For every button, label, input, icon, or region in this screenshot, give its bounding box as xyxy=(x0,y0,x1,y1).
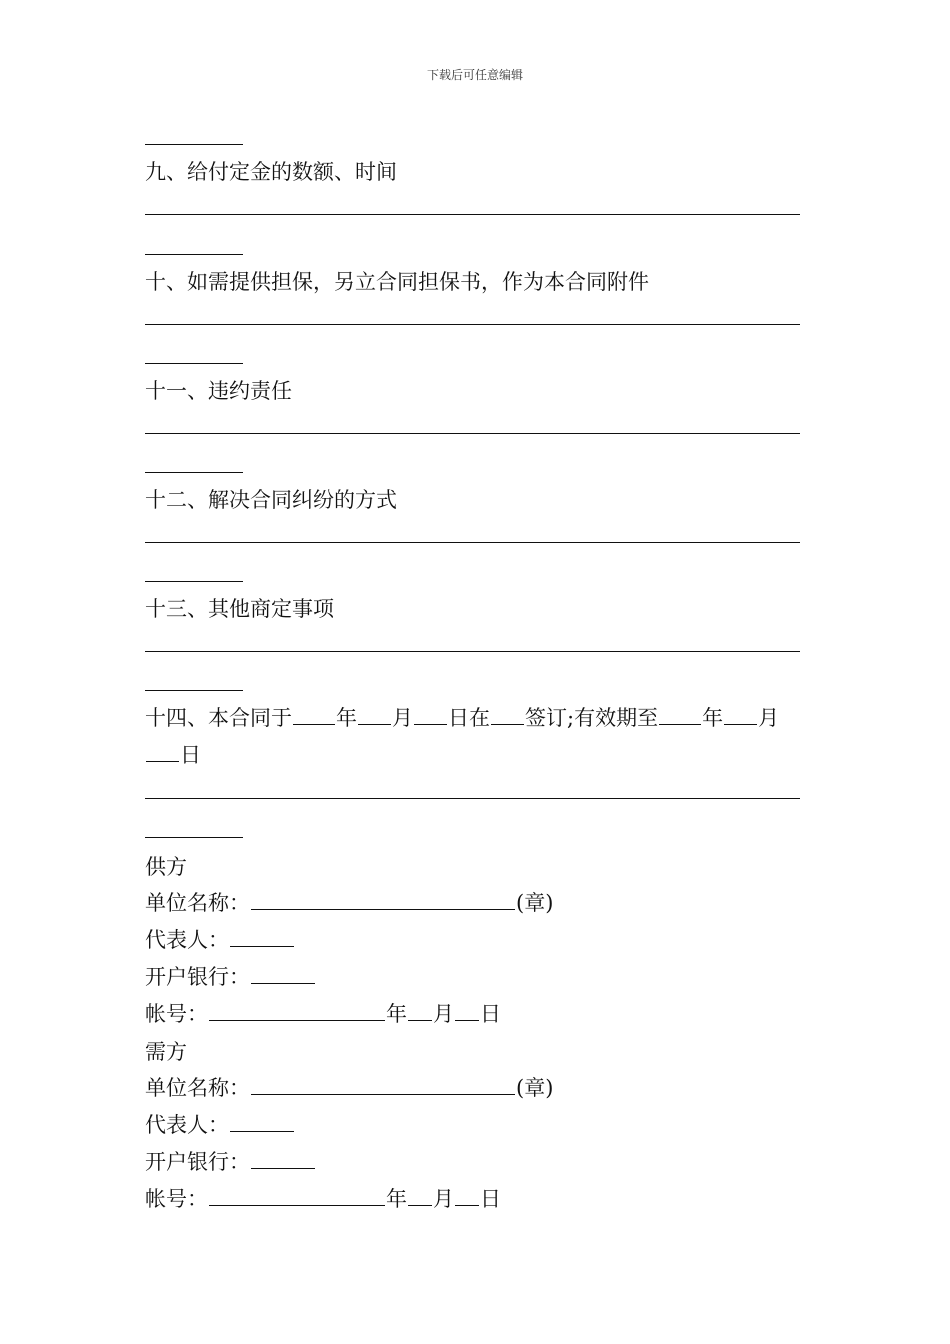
clause-10-title: 十、如需提供担保，另立合同担保书，作为本合同附件 xyxy=(145,270,649,294)
seal-label: (章) xyxy=(516,891,554,915)
blank-line xyxy=(145,581,243,582)
rep-label: 代表人： xyxy=(145,1113,229,1137)
buyer-bank-row xyxy=(145,1150,316,1175)
buyer-rep-field[interactable] xyxy=(230,1113,294,1132)
clause-9-title: 九、给付定金的数额、时间 xyxy=(145,160,397,184)
month-label: 月 xyxy=(433,1187,454,1211)
clause-11-title: 十一、违约责任 xyxy=(145,379,292,403)
year2-label: 年 xyxy=(702,706,724,730)
supplier-account-field[interactable] xyxy=(209,1002,385,1021)
blank-line xyxy=(145,254,243,255)
blank-line xyxy=(145,324,800,325)
blank-day[interactable] xyxy=(414,706,447,725)
buyer-unit-name-field[interactable] xyxy=(251,1076,515,1095)
blank-line xyxy=(145,798,800,799)
blank-place[interactable] xyxy=(491,706,524,725)
day-label: 日 xyxy=(480,1187,501,1211)
buyer-unit-name-row xyxy=(145,1076,553,1101)
account-label: 帐号： xyxy=(145,1002,208,1026)
buyer-day-field[interactable] xyxy=(455,1187,479,1206)
buyer-account-row xyxy=(145,1187,501,1212)
blank-line xyxy=(145,214,800,215)
year-label: 年 xyxy=(336,706,357,730)
blank-line xyxy=(145,472,243,473)
day2-label: 日 xyxy=(180,743,201,767)
month2-label: 月 xyxy=(758,706,780,730)
buyer-bank-field[interactable] xyxy=(251,1150,315,1169)
blank-month[interactable] xyxy=(358,706,391,725)
year-label: 年 xyxy=(386,1187,407,1211)
supplier-title: 供方 xyxy=(145,855,187,879)
buyer-account-field[interactable] xyxy=(209,1187,385,1206)
day-in-label: 日在 xyxy=(448,706,490,730)
supplier-bank-row xyxy=(145,965,316,990)
blank-line xyxy=(145,144,243,145)
unit-name-label: 单位名称： xyxy=(145,891,250,915)
day-label: 日 xyxy=(480,1002,501,1026)
blank-line xyxy=(145,651,800,652)
blank-line xyxy=(145,837,243,838)
supplier-rep-row xyxy=(145,928,295,953)
seal-label: (章) xyxy=(516,1076,554,1100)
clause-14-prefix: 十四、本合同于 xyxy=(145,706,292,730)
supplier-bank-field[interactable] xyxy=(251,965,315,984)
blank-line xyxy=(145,542,800,543)
month-label: 月 xyxy=(433,1002,454,1026)
supplier-day-field[interactable] xyxy=(455,1002,479,1021)
bank-label: 开户银行： xyxy=(145,1150,250,1174)
blank-month2[interactable] xyxy=(724,706,757,725)
blank-line xyxy=(145,433,800,434)
blank-day2[interactable] xyxy=(146,743,179,762)
year-label: 年 xyxy=(386,1002,407,1026)
blank-line xyxy=(145,690,243,691)
clause-14-line2 xyxy=(145,743,201,768)
supplier-account-row xyxy=(145,1002,501,1027)
rep-label: 代表人： xyxy=(145,928,229,952)
unit-name-label: 单位名称： xyxy=(145,1076,250,1100)
supplier-unit-name-row xyxy=(145,891,553,916)
clause-13-title: 十三、其他商定事项 xyxy=(145,597,334,621)
blank-line xyxy=(145,363,243,364)
bank-label: 开户银行： xyxy=(145,965,250,989)
blank-year2[interactable] xyxy=(659,706,701,725)
buyer-month-field[interactable] xyxy=(408,1187,432,1206)
month-label: 月 xyxy=(392,706,413,730)
supplier-unit-name-field[interactable] xyxy=(251,891,515,910)
blank-year[interactable] xyxy=(293,706,335,725)
page-header: 下载后可任意编辑 xyxy=(426,68,523,82)
buyer-title: 需方 xyxy=(145,1040,187,1064)
supplier-rep-field[interactable] xyxy=(230,928,294,947)
signed-label: 签订;有效期至 xyxy=(525,706,659,730)
supplier-month-field[interactable] xyxy=(408,1002,432,1021)
buyer-rep-row xyxy=(145,1113,295,1138)
account-label: 帐号： xyxy=(145,1187,208,1211)
clause-14-line1 xyxy=(145,706,779,731)
clause-12-title: 十二、解决合同纠纷的方式 xyxy=(145,488,397,512)
